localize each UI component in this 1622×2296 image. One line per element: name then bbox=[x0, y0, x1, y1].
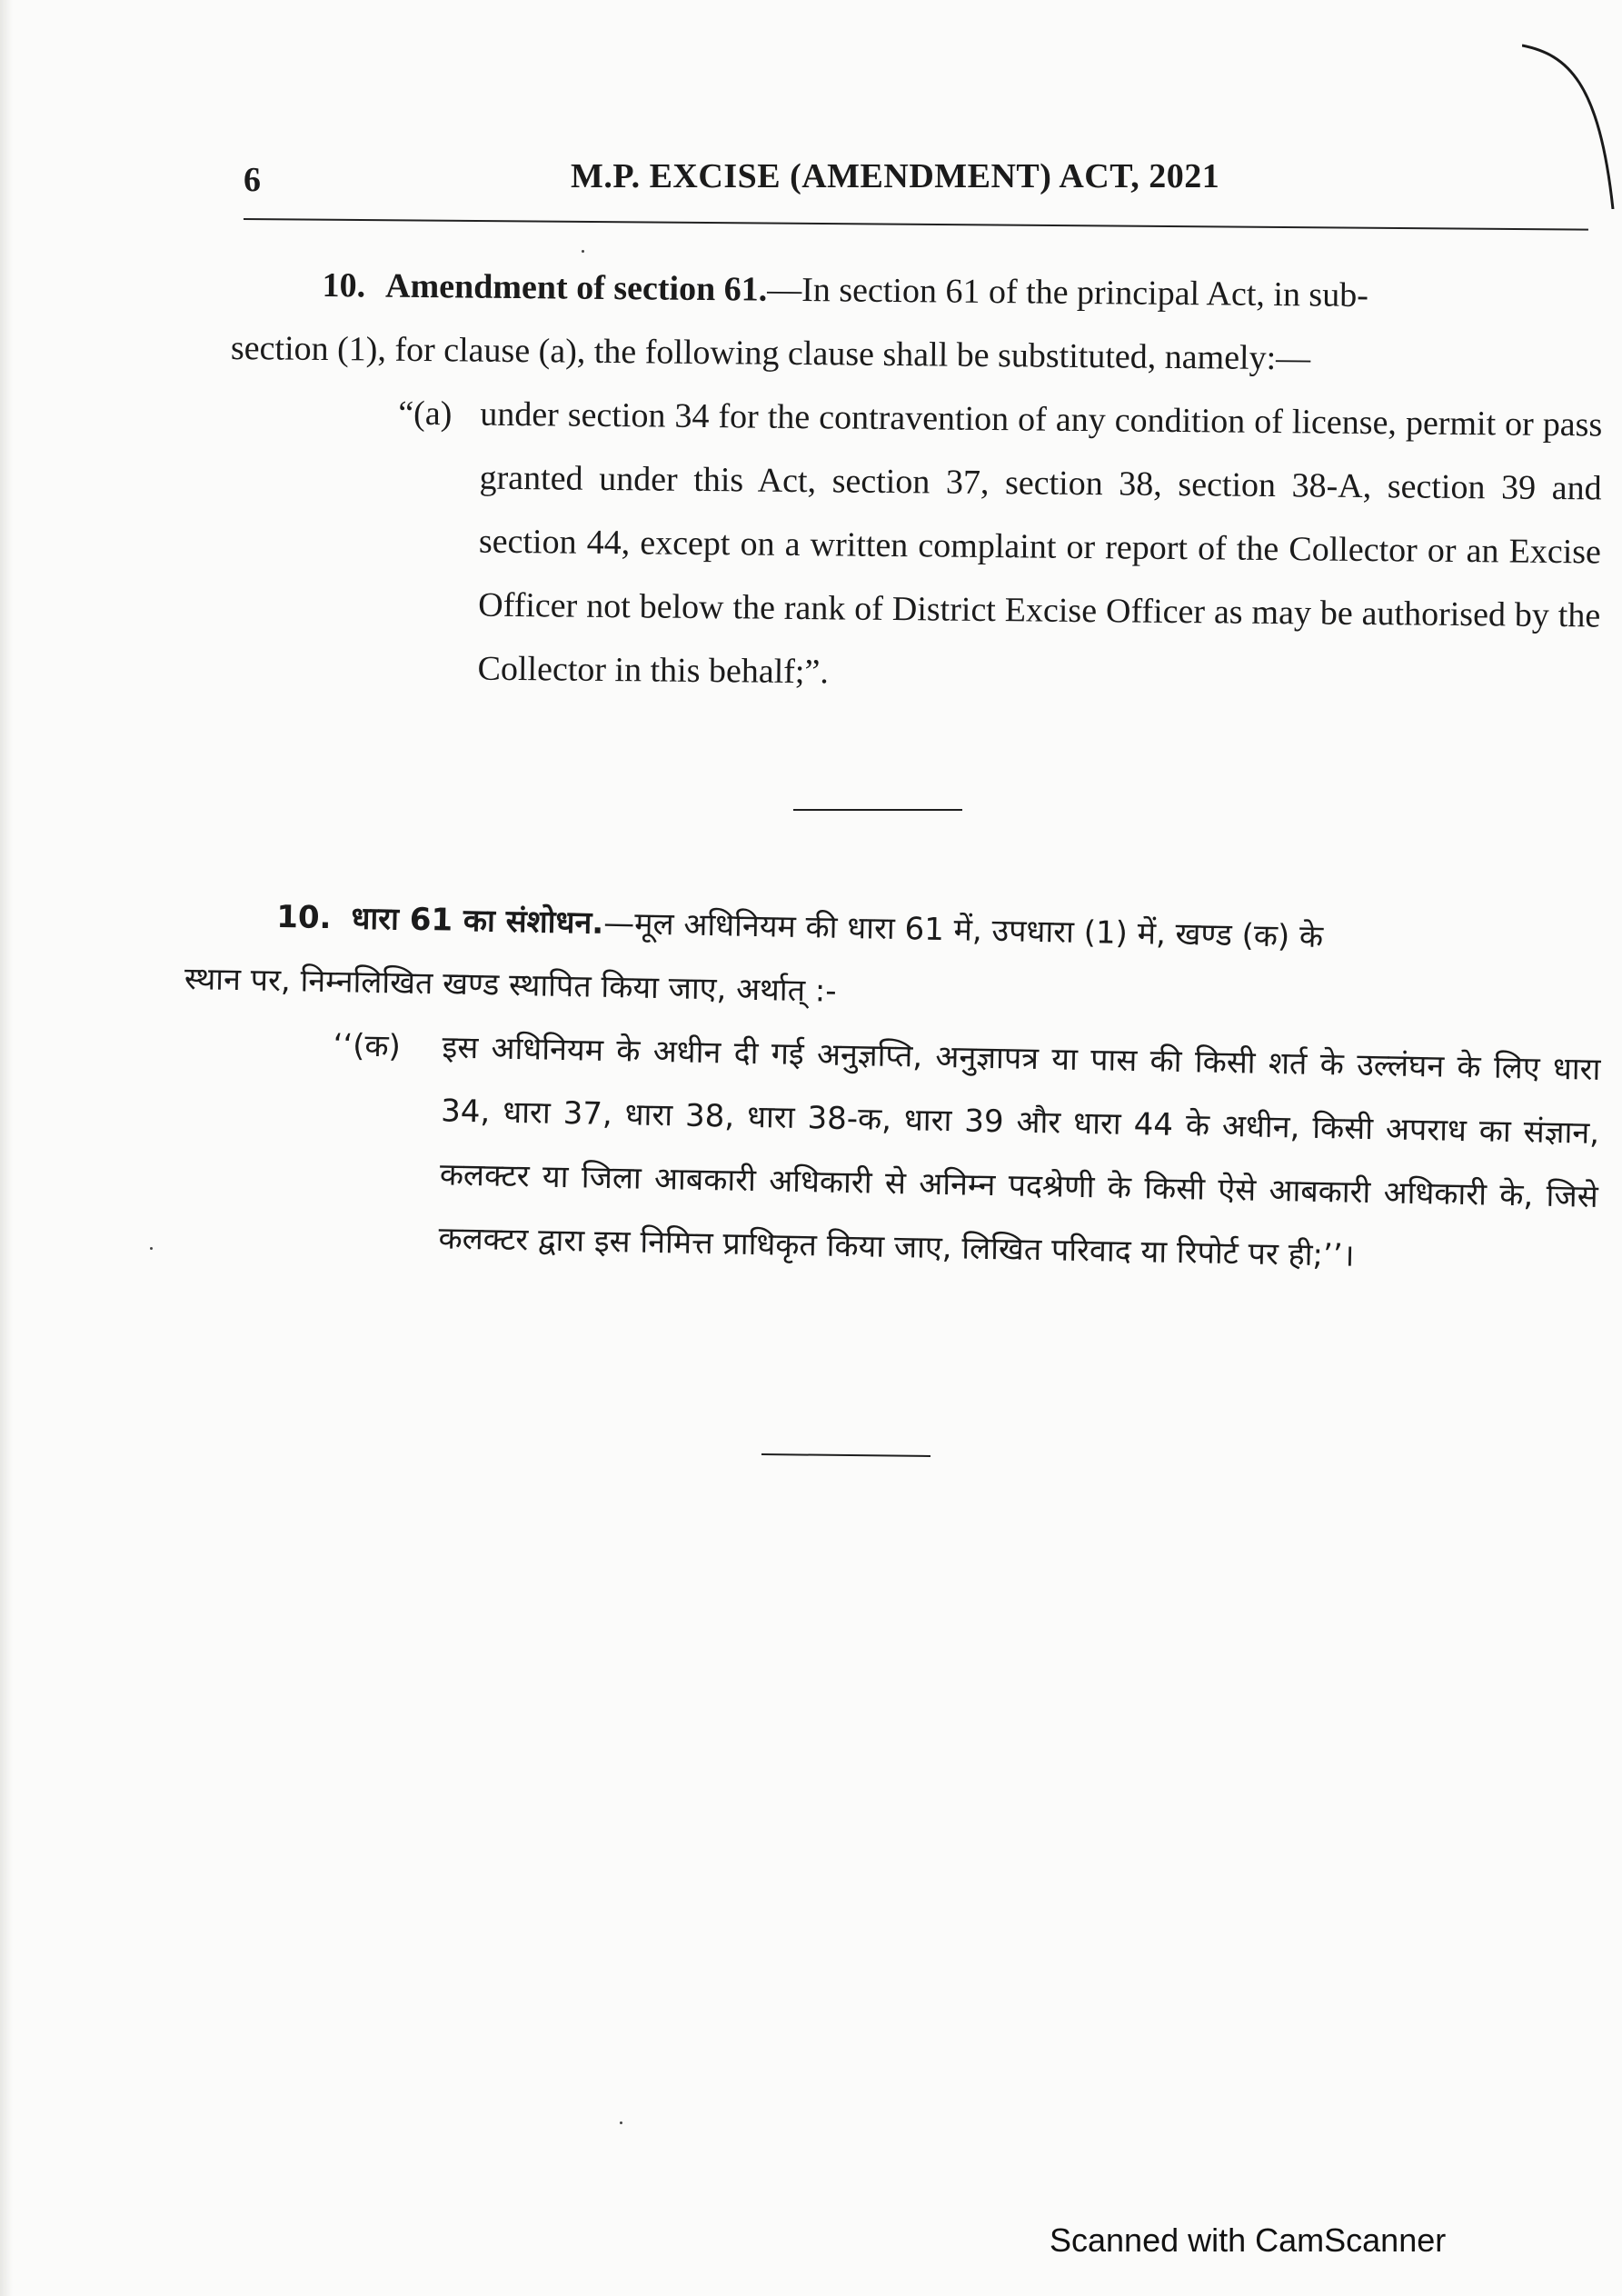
english-section-block bbox=[227, 253, 1604, 711]
hindi-intro-line-2: स्थान पर, निम्नलिखित खण्ड स्थापित किया जाए, अर्थात् :- bbox=[184, 960, 837, 1010]
english-section-number: 10. bbox=[322, 265, 366, 305]
page-header bbox=[244, 156, 1588, 211]
page-edge-shadow bbox=[0, 0, 13, 2296]
english-intro-text-1: —In section 61 of the principal Act, in sub- bbox=[766, 270, 1369, 315]
hindi-clause-label: ‘‘(क) bbox=[333, 1027, 402, 1065]
scan-speck bbox=[620, 2121, 622, 2124]
hindi-section-block bbox=[179, 883, 1604, 1293]
separator-rule bbox=[761, 1453, 930, 1457]
page-number: 6 bbox=[244, 161, 261, 199]
scan-speck bbox=[582, 250, 584, 253]
running-head-title: M.P. EXCISE (AMENDMENT) ACT, 2021 bbox=[571, 157, 1220, 195]
scan-speck bbox=[150, 1247, 153, 1250]
english-clause-text: under section 34 for the contravention of any condition of license, permit or pass granted under this Act, section 37, section 38, section 38-A, section 39 and section 44, except on a written complaint or report of the Collector or an Excise Officer not below the rank of District Excise Officer as may be authorised by the Collector in this behalf;”. bbox=[477, 394, 1603, 692]
hindi-clause bbox=[329, 1013, 1601, 1293]
hindi-section-number: 10. bbox=[275, 898, 332, 937]
hindi-intro-text-1: —मूल अधिनियम की धारा 61 में, उपधारा (1) में, खण्ड (क) के bbox=[602, 904, 1324, 956]
scanner-watermark: Scanned with CamScanner bbox=[1050, 2221, 1447, 2259]
hindi-clause-text: इस अधिनियम के अधीन दी गई अनुज्ञप्ति, अनुज्ञापत्र या पास की किसी शर्त के उल्लंघन के लिए धारा 34, धारा 37, धारा 38, धारा 38-क, धारा 39 और धारा 44 के अधीन, किसी अपराध का संज्ञान, कलक्टर या जिला आबकारी अधिकारी से अनिम्न पदश्रेणी के किसी ऐसे आबकारी अधिकारी के, जिसे कलक्टर द्वारा इस निमित्त प्राधिकृत किया जाए, लिखित परिवाद या रिपोर्ट पर ही;’’। bbox=[438, 1029, 1601, 1274]
english-clause-label: “(a) bbox=[398, 394, 453, 434]
english-section-heading: Amendment of section 61. bbox=[384, 266, 768, 309]
english-clause bbox=[395, 382, 1602, 712]
separator-rule bbox=[793, 809, 962, 811]
english-intro-line-2: section (1), for clause (a), the following clause shall be substituted, namely:— bbox=[230, 328, 1311, 378]
header-rule bbox=[244, 218, 1588, 231]
hindi-section-heading: धारा 61 का संशोधन. bbox=[351, 900, 604, 942]
